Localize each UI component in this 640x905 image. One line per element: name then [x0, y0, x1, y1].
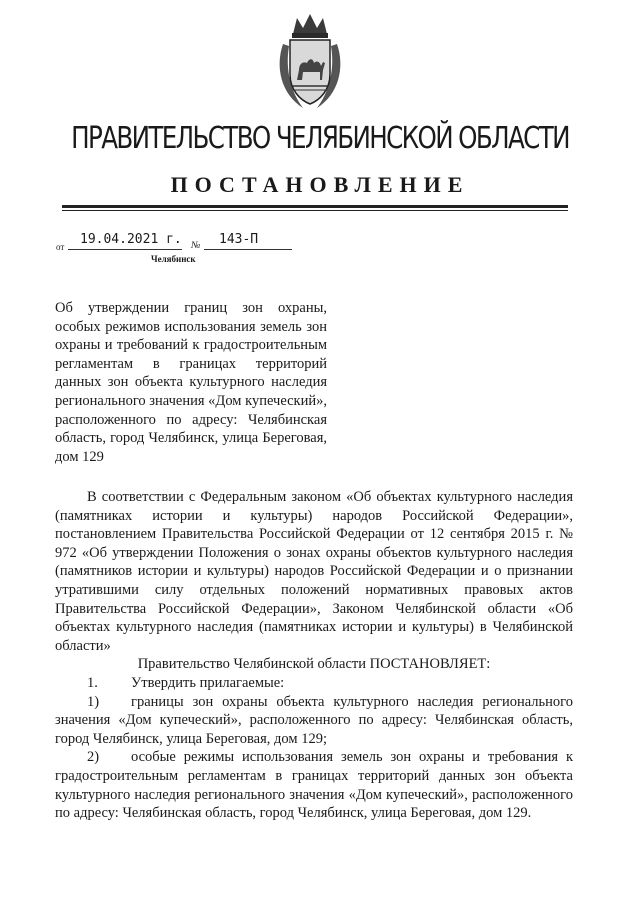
list-item [55, 693, 573, 749]
date-from-label: от [56, 242, 65, 252]
decree-number: 143-П [219, 232, 259, 247]
number-underline [204, 249, 292, 250]
number-label: № [191, 240, 201, 251]
header-rule-thick [62, 205, 568, 208]
decree-body [55, 488, 573, 823]
list-item [55, 748, 573, 822]
government-title: ПРАВИТЕЛЬСТВО ЧЕЛЯБИНСКОЙ ОБЛАСТИ [71, 121, 569, 156]
city-label: Челябинск [151, 254, 196, 264]
decree-title: ПОСТАНОВЛЕНИЕ [170, 172, 470, 197]
item-number: 1) [87, 693, 100, 710]
item-text: особые режимы использования земель зон охраны и требования к градостроительным регламентам в границах территорий данных зон объекта культурного наследия регионального значения «Дом купеческий», расположенного по адресу: Челябинская область, город Челябинск, улица Береговая, дом 129. [55, 749, 573, 822]
item-text: границы зон охраны объекта культурного наследия регионального значения «Дом купеческий», расположенного по адресу: Челябинская область, город Челябинск, улица Береговая, дом 129; [55, 693, 573, 747]
preamble-paragraph: В соответствии с Федеральным законом «Об объектах культурного наследия (памятниках истории и культуры) народов Российской Федерации», постановлением Правительства Российской Федерации от 12 сентября 2015 г. № 972 «Об утверждении Положения о зонах охраны объектов культурного наследия (памятников истории и культуры) народов Российской Федерации и о признании утратившими силу отдельных положений нормативных правовых актов Правительства Российской Федерации», Законом Челябинской области «Об объектах культурного наследия (памятниках истории и культуры) в Челябинской области» [55, 489, 573, 654]
header-rule-thin [62, 210, 568, 211]
decree-date: 19.04.2021 г. [80, 232, 182, 247]
decree-subject: Об утверждении границ зон охраны, особых режимов использования земель зон охраны и требований к градостроительным регламентам в границах территорий данных зон объекта культурного наследия регионального значения «Дом купеческий», расположенного по адресу: Челябинская область, город Челябинск, улица Береговая, дом 129 [55, 300, 327, 465]
coat-of-arms-emblem [273, 12, 347, 112]
date-underline [68, 249, 182, 250]
item-number: 1. [87, 674, 98, 691]
list-item [55, 674, 573, 693]
item-text: Утвердить прилагаемые: [131, 674, 285, 691]
decree-meta [56, 232, 296, 272]
resolves-line: Правительство Челябинской области ПОСТАНОВЛЯЕТ: [137, 656, 491, 673]
item-number: 2) [87, 749, 100, 766]
